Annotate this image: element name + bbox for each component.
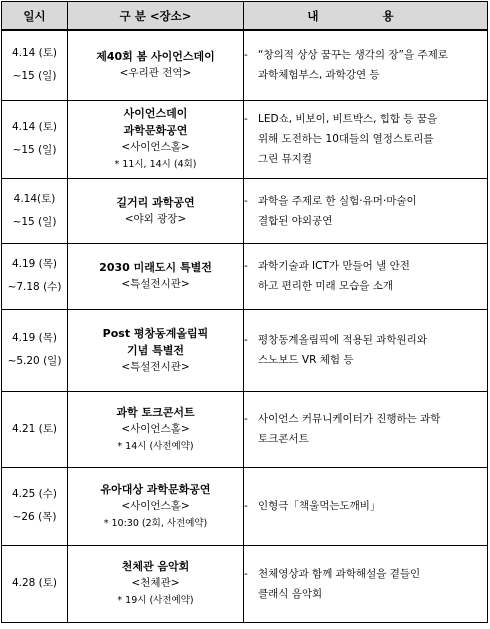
description-text: 천체영상과 함께 과학해설을 곁들인 (258, 567, 421, 580)
event-venue: <사이언스홀> (121, 422, 190, 435)
event-date-line: 4.14 (토) (11, 121, 58, 133)
table-row (2, 243, 488, 309)
table-header-row (2, 2, 488, 31)
description-text: 클래식 음악회 (258, 587, 323, 600)
description-text: 스노보드 VR 체험 등 (258, 354, 354, 366)
description-line (244, 45, 487, 65)
description-text: 하고 편리한 미래 모습을 소개 (258, 280, 394, 292)
event-category (68, 30, 244, 100)
table-row (2, 178, 488, 243)
event-note: * 19시 (사전예약) (117, 595, 194, 606)
event-note: * 14시 (사전예약) (117, 440, 194, 452)
bullet-dash (244, 211, 258, 231)
description-line (244, 409, 487, 429)
event-description (244, 100, 488, 178)
bullet-dash (244, 129, 258, 149)
description-text: 사이언스 커뮤니케이터가 진행하는 과학 (258, 413, 441, 425)
event-schedule-table (1, 1, 488, 623)
table-row (2, 30, 488, 100)
description-line (244, 330, 487, 350)
event-date (2, 178, 68, 243)
event-title: 2030 미래도시 특별전 (99, 261, 212, 274)
description-text: “창의적 상상 꿈꾸는 생각의 장”을 주제로 (258, 49, 448, 62)
event-date (2, 30, 68, 100)
event-venue: <특설전시관> (121, 360, 190, 373)
bullet-dash: - (244, 413, 248, 425)
description-line (244, 129, 487, 149)
table-row (2, 309, 488, 391)
description-text: 그린 뮤지컬 (258, 153, 313, 165)
description-line (244, 350, 487, 370)
event-date (2, 309, 68, 391)
bullet-dash: - (244, 113, 248, 125)
header-category (68, 2, 244, 31)
event-category (68, 243, 244, 309)
table-row (2, 100, 488, 178)
event-title: 유아대상 과학문화공연 (100, 482, 211, 496)
header-category-main: 구 분 (119, 8, 146, 23)
description-text: 토크콘서트 (258, 433, 309, 445)
event-date (2, 391, 68, 467)
bullet-dash (244, 429, 258, 449)
description-line (244, 564, 487, 584)
description-line (244, 109, 487, 129)
event-date-line: 4.21 (토) (11, 422, 58, 435)
event-description (244, 243, 488, 309)
table-row (2, 391, 488, 467)
bullet-dash (244, 276, 258, 296)
event-title: 길거리 과학공연 (116, 195, 195, 209)
bullet-dash (244, 65, 258, 85)
event-category (68, 391, 244, 467)
bullet-dash: - (244, 194, 248, 207)
event-date-line: ~7.18 (수) (7, 281, 62, 293)
header-content: 내 용 (244, 2, 488, 31)
description-text: 인형극「책울먹는도깨비」 (258, 500, 381, 512)
event-venue: <우리관 전역> (119, 67, 192, 80)
event-category (68, 309, 244, 391)
description-line (244, 496, 487, 516)
event-date-line: ~15 (일) (12, 144, 57, 156)
event-description (244, 467, 488, 545)
event-date-line: ~15 (일) (12, 70, 57, 83)
header-date: 일시 (2, 2, 68, 31)
event-description (244, 309, 488, 391)
event-title: 과학 토크콘서트 (116, 405, 195, 419)
description-line (244, 276, 487, 296)
bullet-dash: - (244, 260, 248, 272)
event-note: * 11시, 14시 (4회) (114, 159, 197, 170)
bullet-dash (244, 584, 258, 604)
event-date-line: 4.19 (목) (11, 332, 58, 344)
description-line (244, 191, 487, 211)
event-category (68, 178, 244, 243)
event-note: * 10:30 (2회, 사전예약) (103, 517, 208, 529)
description-line (244, 256, 487, 276)
bullet-dash: - (244, 500, 248, 512)
event-title: Post 평창동계올림픽 (102, 326, 209, 340)
event-title: 제40회 봄 사이언스데이 (96, 50, 215, 64)
bullet-dash: - (244, 567, 248, 580)
description-line (244, 149, 487, 169)
description-line (244, 65, 487, 85)
bullet-dash: - (244, 334, 248, 346)
event-date-line: 4.14 (토) (11, 47, 58, 60)
event-date-line: 4.19 (목) (11, 258, 58, 270)
header-category-sub: <장소> (149, 8, 192, 23)
event-date (2, 100, 68, 178)
description-line (244, 429, 487, 449)
description-text: 위해 도전하는 10대들의 열정스토리를 (258, 133, 434, 145)
description-text: 결합된 야외공연 (258, 214, 333, 227)
event-date-line: ~15 (일) (12, 215, 57, 228)
event-venue: <사이언스홀> (121, 141, 190, 153)
event-date (2, 243, 68, 309)
event-title: 사이언스데이 (123, 107, 188, 120)
description-text: 과학체험부스, 과학강연 등 (258, 69, 380, 82)
event-venue: <사이언스홀> (121, 499, 190, 512)
event-title: 과학문화공연 (123, 124, 188, 137)
description-line (244, 211, 487, 231)
event-date-line: 4.14(토) (13, 192, 56, 205)
event-venue: <특설전시관> (121, 278, 190, 290)
description-text: 과학기술과 ICT가 만들어 낼 안전 (258, 260, 410, 272)
bullet-dash (244, 350, 258, 370)
description-text: 과학을 주제로 한 실험·유머·마술이 (258, 194, 417, 207)
bullet-dash: - (244, 49, 248, 62)
event-title: 천체관 음악회 (121, 560, 190, 573)
event-category (68, 545, 244, 622)
event-description (244, 178, 488, 243)
event-category (68, 100, 244, 178)
event-date-line: ~26 (목) (12, 511, 57, 523)
description-line (244, 584, 487, 604)
event-date-line: 4.25 (수) (11, 488, 58, 500)
event-date (2, 545, 68, 622)
event-category (68, 467, 244, 545)
event-description (244, 30, 488, 100)
description-text: 평창동계올림픽에 적용된 과학원리와 (258, 334, 427, 346)
event-date (2, 467, 68, 545)
table-row (2, 545, 488, 622)
event-description (244, 545, 488, 622)
event-venue: <천체관> (131, 577, 180, 589)
event-date-line: ~5.20 (일) (7, 355, 62, 367)
table-row (2, 467, 488, 545)
event-title: 기념 특별전 (127, 343, 184, 357)
event-description (244, 391, 488, 467)
description-text: LED쇼, 비보이, 비트박스, 힙합 등 꿈을 (258, 113, 438, 125)
bullet-dash (244, 149, 258, 169)
event-date-line: 4.28 (토) (11, 577, 58, 589)
event-venue: <야외 광장> (124, 212, 187, 225)
